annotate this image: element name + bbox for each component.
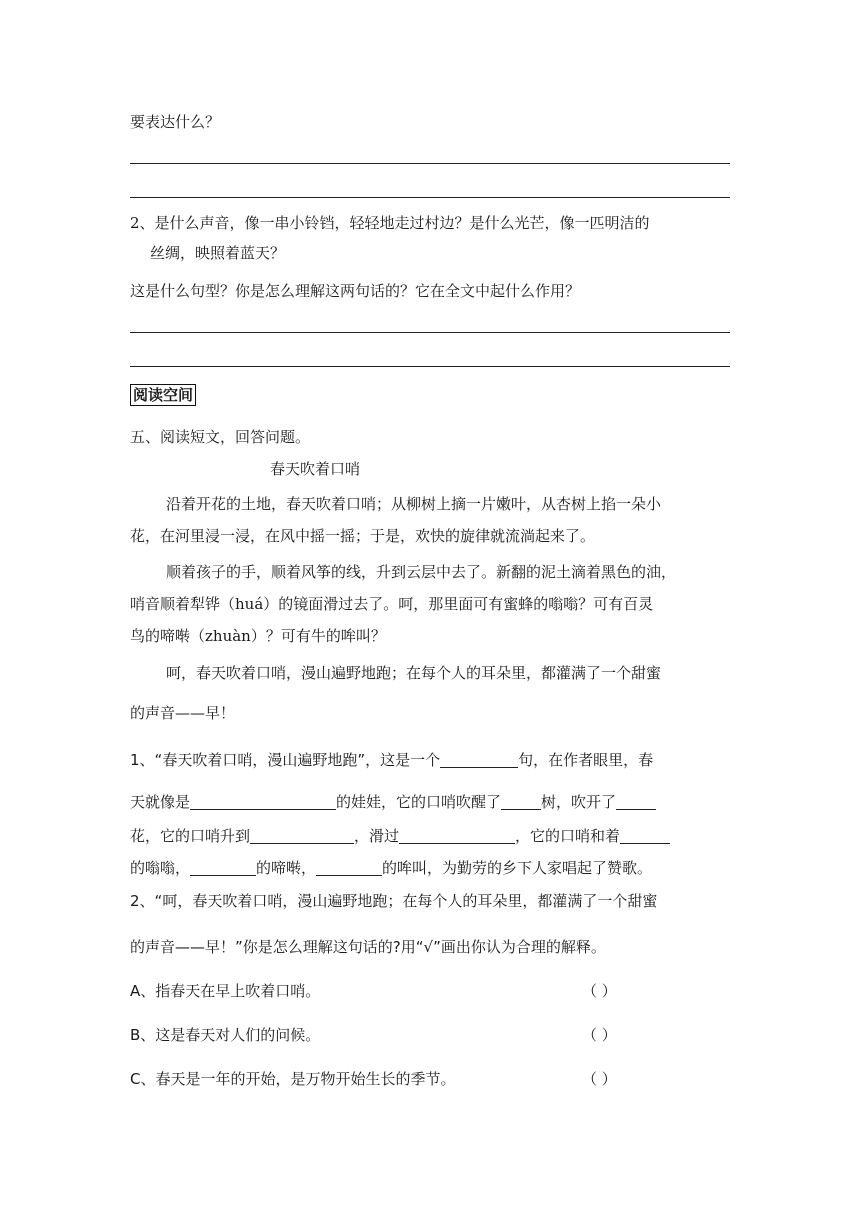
question-5-1-text: 的娃娃，它的口哨吹醒了 xyxy=(336,793,502,811)
fill-blank[interactable] xyxy=(399,828,515,844)
question-5-1-text: 句，在作者眼里，春 xyxy=(518,751,654,769)
fill-blank[interactable] xyxy=(440,752,518,768)
section-label xyxy=(130,388,196,403)
passage-paragraph-3-line-2: 的声音——早！ xyxy=(130,704,236,722)
question-5-1-text: 1、“春天吹着口哨，漫山遍野地跑”，这是一个 xyxy=(130,751,441,769)
option-b: B、这是春天对人们的问候。 xyxy=(130,1026,321,1044)
question-5-1-text: ，它的口哨和着 xyxy=(515,827,621,845)
question-2-line-2: 丝绸，映照着蓝天？ xyxy=(150,244,286,262)
option-a: A、指春天在早上吹着口哨。 xyxy=(130,982,321,1000)
question-5-1-text: 天就像是 xyxy=(130,793,191,811)
question-5-1-text: 的哞叫，为勤劳的乡下人家唱起了赞歌。 xyxy=(382,859,653,877)
fill-blank[interactable] xyxy=(190,860,256,876)
passage-paragraph-1-line-1: 沿着开花的土地，春天吹着口哨；从柳树上摘一片嫩叶，从杏树上掐一朵小 xyxy=(166,495,662,513)
answer-line[interactable] xyxy=(130,163,730,164)
passage-title: 春天吹着口哨 xyxy=(270,460,361,478)
fill-blank[interactable] xyxy=(250,828,354,844)
option-c-answer-bracket[interactable]: （ ） xyxy=(582,1070,617,1088)
question-5-1-line-3 xyxy=(130,828,670,844)
question-5-1-line-4 xyxy=(130,860,652,876)
option-a-answer-bracket[interactable]: （ ） xyxy=(582,982,617,1000)
question-5-2-line-1: 2、“呵，春天吹着口哨，漫山遍野地跑；在每个人的耳朵里，都灌满了一个甜蜜 xyxy=(130,892,658,910)
question-tail: 要表达什么？ xyxy=(130,113,221,131)
fill-blank[interactable] xyxy=(190,794,336,810)
question-5-1-line-1 xyxy=(130,752,653,768)
question-5-1-text: 的啼啭， xyxy=(256,859,317,877)
option-b-answer-bracket[interactable]: （ ） xyxy=(582,1026,617,1044)
fill-blank[interactable] xyxy=(616,794,656,810)
section-5-title: 五、阅读短文，回答问题。 xyxy=(130,428,311,446)
section-label-box: 阅读空间 xyxy=(130,384,196,406)
answer-line[interactable] xyxy=(130,197,730,198)
option-c: C、春天是一年的开始，是万物开始生长的季节。 xyxy=(130,1070,456,1088)
passage-paragraph-2-line-3: 鸟的啼啭（zhuàn）？可有牛的哞叫？ xyxy=(130,627,386,645)
answer-line[interactable] xyxy=(130,332,730,333)
question-5-2-line-2: 的声音——早！”你是怎么理解这句话的?用“√”画出你认为合理的解释。 xyxy=(130,938,606,956)
question-5-1-text: 的嗡嗡， xyxy=(130,859,191,877)
question-5-1-line-2 xyxy=(130,794,656,810)
question-5-1-text: ，滑过 xyxy=(354,827,400,845)
passage-paragraph-3-line-1: 呵，春天吹着口哨，漫山遍野地跑；在每个人的耳朵里，都灌满了一个甜蜜 xyxy=(166,664,662,682)
question-5-1-text: 树，吹开了 xyxy=(541,793,617,811)
passage-paragraph-2-line-1: 顺着孩子的手，顺着风筝的线，升到云层中去了。新翻的泥土滴着黑色的油， xyxy=(166,563,677,581)
question-5-1-text: 花，它的口哨升到 xyxy=(130,827,251,845)
question-2-line-1: 2、是什么声音，像一串小铃铛，轻轻地走过村边？是什么光芒，像一匹明洁的 xyxy=(130,214,650,232)
fill-blank[interactable] xyxy=(620,828,670,844)
question-2-prompt: 这是什么句型？你是怎么理解这两句话的？它在全文中起什么作用？ xyxy=(130,282,581,300)
passage-paragraph-2-line-2: 哨音顺着犁铧（huá）的镜面滑过去了。呵，那里面可有蜜蜂的嗡嗡？可有百灵 xyxy=(130,595,654,613)
fill-blank[interactable] xyxy=(501,794,541,810)
answer-line[interactable] xyxy=(130,366,730,367)
fill-blank[interactable] xyxy=(316,860,382,876)
passage-paragraph-1-line-2: 花，在河里浸一浸，在风中摇一摇；于是，欢快的旋律就流淌起来了。 xyxy=(130,527,596,545)
